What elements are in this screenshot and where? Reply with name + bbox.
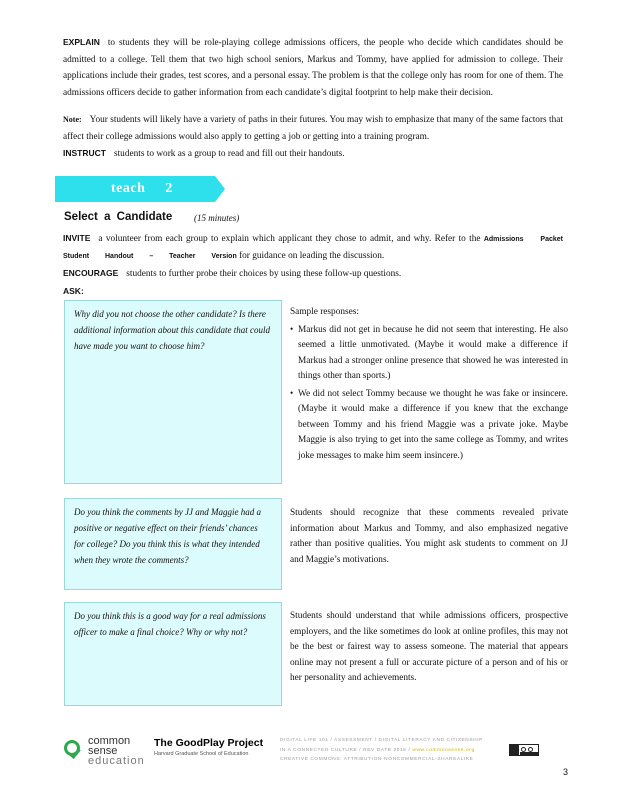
note-keyword: Note: <box>63 115 82 124</box>
explain-keyword: EXPLAIN <box>63 37 100 47</box>
banner-label: teach 2 <box>111 181 173 196</box>
answer-bullet-2: • We did not select Tommy because we thought he was fake or insincere. (Maybe it would make a difference if you knew that the exchange between Tommy and his friend Maggie was a private joke. Maybe Maggie is also trying to get into the same college as Tommy, and writes joke messages to make him seem insincere.) <box>290 387 568 465</box>
cs-line-2: sense <box>88 745 118 757</box>
ask-label: ASK: <box>63 286 84 296</box>
question-box-2 <box>64 498 282 590</box>
legal-link[interactable]: www.commonsense.org <box>412 747 475 753</box>
invite-tail: for guidance on leading the discussion. <box>239 251 385 261</box>
invite-keyword: INVITE <box>63 233 91 243</box>
answer-block-3: Students should understand that while admissions officers, prospective employers, and the like sometimes do look at online profiles, this may not be the best or fairest way to assess someone. The material that appears online may not present a full or accurate picture of a person and of his or her personality and achievements. <box>290 611 568 683</box>
note-paragraph <box>63 112 563 145</box>
encourage-keyword: ENCOURAGE <box>63 268 119 278</box>
goodplay-title: The GoodPlay Project <box>154 737 264 749</box>
answer-bullet-1: • Markus did not get in because he did not seem that interesting. He also seemed a little unmotivated. (Maybe it would make a difference if Markus had a stronger online presence that showed he was interested in things other than sports.) <box>290 323 568 385</box>
instruct-text: students to work as a group to read and fill out their handouts. <box>113 149 345 159</box>
encourage-text: students to further probe their choices by using these follow-up questions. <box>126 269 402 279</box>
cs-line-3: education <box>88 755 145 767</box>
answer-block-1 <box>290 305 568 466</box>
legal-line-2: IN A CONNECTED CULTURE / REV DATE 2015 / <box>280 747 411 753</box>
page-number: 3 <box>563 767 569 777</box>
instruct-paragraph <box>63 145 563 163</box>
banner-arrow <box>215 176 225 202</box>
cs-line-1: common <box>88 735 131 747</box>
page-footer <box>0 730 618 800</box>
encourage-paragraph <box>63 265 563 283</box>
note-text: Your students will likely have a variety of paths in their futures. You may wish to emphasize that many of the same factors that affect their college admissions would also apply to getting a job or getting into a training program. <box>63 115 563 142</box>
question-text-3: Do you think this is a good way for a real admissions officer to make a final choice? Why or why not? <box>74 611 266 637</box>
answer-block-2: Students should recognize that these comments revealed private information about Markus and Tommy, and also emphasized negative rather than positive qualities. You might ask students to comment on JJ and Maggie’s motivations. <box>290 508 568 565</box>
invite-handout-name: Admissions Packet Student Handout – Teacher Version <box>63 236 563 260</box>
invite-text: a volunteer from each group to explain which applicant they chose to admit, and why. Refer to the <box>98 234 481 244</box>
question-box-1 <box>64 300 282 484</box>
legal-text <box>280 736 505 765</box>
legal-line-3: CREATIVE COMMONS: ATTRIBUTION-NONCOMMERCIAL-SHAREALIKE <box>280 757 474 762</box>
teach-banner <box>55 176 223 202</box>
legal-line-1: DIGITAL LIFE 101 / ASSESSMENT / DIGITAL LITERACY AND CITIZENSHIP <box>280 738 483 743</box>
question-text-2: Do you think the comments by JJ and Maggie had a positive or negative effect on their friends’ chances for college? Do you think this is what they intended when they wrote the comments? <box>74 507 261 565</box>
section-time: (15 minutes) <box>194 213 240 223</box>
answer-list-1 <box>290 323 568 465</box>
question-text-1: Why did you not choose the other candidate? Is there additional information about this candidate that could have made you want to choose him? <box>74 309 270 351</box>
answer-intro-1: Sample responses: <box>290 307 359 317</box>
section-title: Select a Candidate <box>64 211 173 223</box>
goodplay-subtitle: Harvard Graduate School of Education <box>154 751 249 757</box>
question-box-3 <box>64 602 282 706</box>
common-sense-logo <box>64 736 144 772</box>
creative-commons-icon <box>509 744 539 756</box>
checkmark-circle-icon <box>64 740 80 756</box>
explain-text: to students they will be role-playing college admissions officers, the people who decide which candidates should be admitted to a college. Tell them that two high school seniors, Markus and Tommy, have applied for admission to college. Their applications include their grades, test scores, and a personal essay. The problem is that the college only has room for one of them. The admissions officers decide to gather information from each candidate’s digital footprint to help make their decision. <box>63 38 563 98</box>
invite-paragraph <box>63 230 563 265</box>
explain-paragraph <box>63 34 563 101</box>
instruct-keyword: INSTRUCT <box>63 148 106 158</box>
